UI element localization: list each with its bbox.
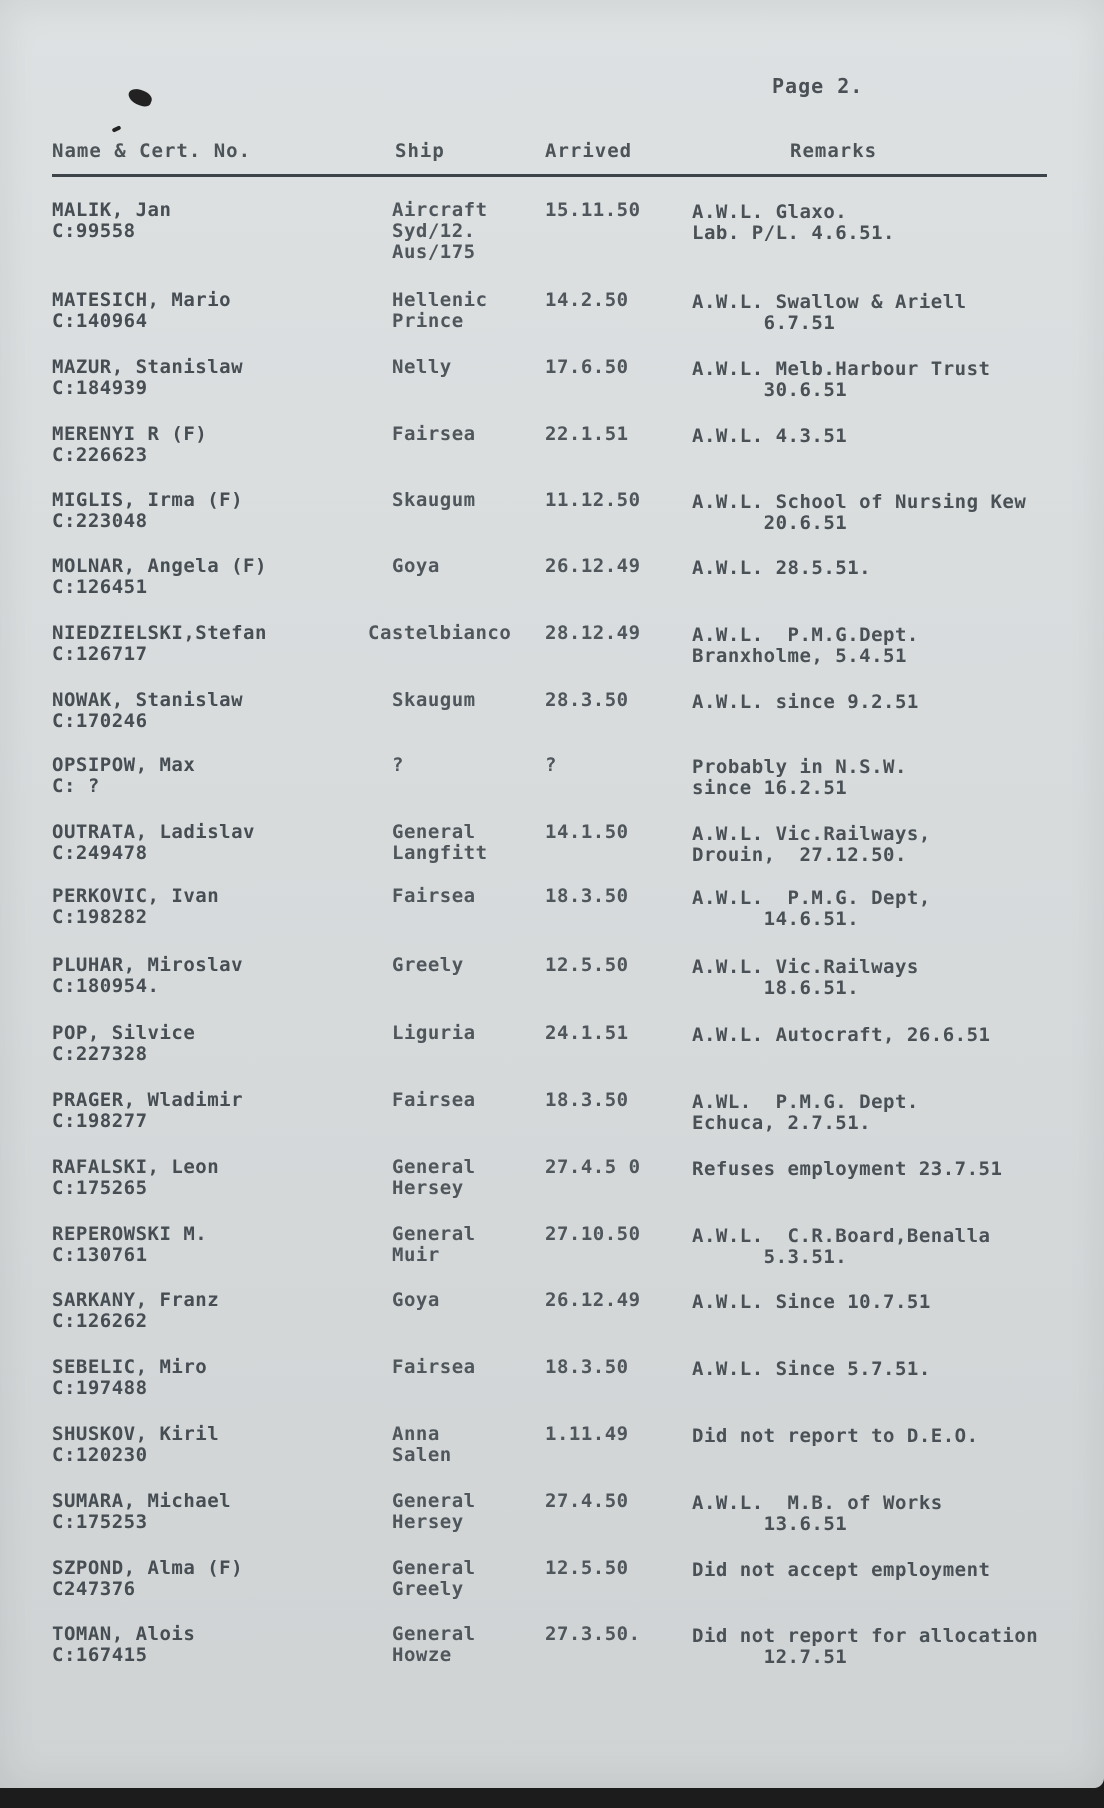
row-2-ship: Hellenic Prince [392,289,488,332]
row-5-arrived: 11.12.50 [545,489,641,511]
row-13-ship: Liguria [392,1022,476,1044]
row-2-remarks: A.W.L. Swallow & Ariell 6.7.51 [692,291,967,334]
row-2-name: MATESICH, Mario C:140964 [52,289,232,332]
row-11-name: PERKOVIC, Ivan C:198282 [52,885,220,928]
row-15-remarks: Refuses employment 23.7.51 [692,1158,1003,1180]
row-2-arrived: 14.2.50 [545,289,629,311]
row-13-remarks: A.W.L. Autocraft, 26.6.51 [692,1024,991,1046]
page-number: Page 2. [772,74,864,98]
row-1-ship: Aircraft Syd/12. Aus/175 [392,199,488,263]
row-6-name: MOLNAR, Angela (F) C:126451 [52,555,267,598]
row-3-name: MAZUR, Stanislaw C:184939 [52,356,244,399]
row-8-remarks: A.W.L. since 9.2.51 [692,691,919,713]
row-17-ship: Goya [392,1289,440,1311]
row-20-arrived: 27.4.50 [545,1490,629,1512]
row-20-ship: General Hersey [392,1490,476,1533]
row-5-ship: Skaugum [392,489,476,511]
header-arrived: Arrived [545,140,633,162]
row-11-ship: Fairsea [392,885,476,907]
row-4-name: MERENYI R (F) C:226623 [52,423,208,466]
row-10-arrived: 14.1.50 [545,821,629,843]
row-15-ship: General Hersey [392,1156,476,1199]
row-20-remarks: A.W.L. M.B. of Works 13.6.51 [692,1492,943,1535]
row-10-ship: General Langfitt [392,821,488,864]
row-7-ship: Castelbianco [368,622,512,644]
row-6-remarks: A.W.L. 28.5.51. [692,557,872,579]
row-7-name: NIEDZIELSKI,Stefan C:126717 [52,622,267,665]
row-18-ship: Fairsea [392,1356,476,1378]
row-14-name: PRAGER, Wladimir C:198277 [52,1089,244,1132]
row-1-arrived: 15.11.50 [545,199,641,221]
row-7-remarks: A.W.L. P.M.G.Dept. Branxholme, 5.4.51 [692,624,919,667]
row-12-name: PLUHAR, Miroslav C:180954. [52,954,244,997]
row-4-ship: Fairsea [392,423,476,445]
row-6-ship: Goya [392,555,440,577]
row-19-arrived: 1.11.49 [545,1423,629,1445]
row-14-remarks: A.WL. P.M.G. Dept. Echuca, 2.7.51. [692,1091,919,1134]
row-8-ship: Skaugum [392,689,476,711]
row-12-remarks: A.W.L. Vic.Railways 18.6.51. [692,956,919,999]
row-22-ship: General Howze [392,1623,476,1666]
row-12-arrived: 12.5.50 [545,954,629,976]
row-19-name: SHUSKOV, Kiril C:120230 [52,1423,220,1466]
row-16-arrived: 27.10.50 [545,1223,641,1245]
row-21-ship: General Greely [392,1557,476,1600]
row-9-remarks: Probably in N.S.W. since 16.2.51 [692,756,907,799]
row-18-name: SEBELIC, Miro C:197488 [52,1356,208,1399]
header-name: Name & Cert. No. [52,140,252,162]
row-21-name: SZPOND, Alma (F) C247376 [52,1557,244,1600]
row-1-name: MALIK, Jan C:99558 [52,199,172,242]
row-21-arrived: 12.5.50 [545,1557,629,1579]
header-ship: Ship [395,140,445,162]
row-9-ship: ? [392,754,404,776]
row-22-arrived: 27.3.50. [545,1623,641,1645]
row-18-remarks: A.W.L. Since 5.7.51. [692,1358,931,1380]
row-8-name: NOWAK, Stanislaw C:170246 [52,689,244,732]
row-15-name: RAFALSKI, Leon C:175265 [52,1156,220,1199]
row-10-remarks: A.W.L. Vic.Railways, Drouin, 27.12.50. [692,823,931,866]
row-4-remarks: A.W.L. 4.3.51 [692,425,848,447]
row-7-arrived: 28.12.49 [545,622,641,644]
row-19-ship: Anna Salen [392,1423,452,1466]
row-13-name: POP, Silvice C:227328 [52,1022,196,1065]
row-4-arrived: 22.1.51 [545,423,629,445]
row-17-remarks: A.W.L. Since 10.7.51 [692,1291,931,1313]
row-5-name: MIGLIS, Irma (F) C:223048 [52,489,244,532]
row-16-remarks: A.W.L. C.R.Board,Benalla 5.3.51. [692,1225,991,1268]
row-16-ship: General Muir [392,1223,476,1266]
row-22-name: TOMAN, Alois C:167415 [52,1623,196,1666]
row-1-remarks: A.W.L. Glaxo. Lab. P/L. 4.6.51. [692,201,895,244]
row-20-name: SUMARA, Michael C:175253 [52,1490,232,1533]
row-14-ship: Fairsea [392,1089,476,1111]
row-9-arrived: ? [545,754,557,776]
row-11-remarks: A.W.L. P.M.G. Dept, 14.6.51. [692,887,931,930]
row-17-name: SARKANY, Franz C:126262 [52,1289,220,1332]
row-21-remarks: Did not accept employment [692,1559,991,1581]
header-remarks: Remarks [790,140,878,162]
row-19-remarks: Did not report to D.E.O. [692,1425,979,1447]
row-8-arrived: 28.3.50 [545,689,629,711]
row-5-remarks: A.W.L. School of Nursing Kew 20.6.51 [692,491,1027,534]
row-17-arrived: 26.12.49 [545,1289,641,1311]
row-10-name: OUTRATA, Ladislav C:249478 [52,821,255,864]
row-6-arrived: 26.12.49 [545,555,641,577]
row-15-arrived: 27.4.5 0 [545,1156,641,1178]
row-12-ship: Greely [392,954,464,976]
row-16-name: REPEROWSKI M. C:130761 [52,1223,208,1266]
row-3-ship: Nelly [392,356,452,378]
row-3-remarks: A.W.L. Melb.Harbour Trust 30.6.51 [692,358,991,401]
row-9-name: OPSIPOW, Max C: ? [52,754,196,797]
row-14-arrived: 18.3.50 [545,1089,629,1111]
row-3-arrived: 17.6.50 [545,356,629,378]
row-11-arrived: 18.3.50 [545,885,629,907]
row-22-remarks: Did not report for allocation 12.7.51 [692,1625,1039,1668]
row-18-arrived: 18.3.50 [545,1356,629,1378]
row-13-arrived: 24.1.51 [545,1022,629,1044]
